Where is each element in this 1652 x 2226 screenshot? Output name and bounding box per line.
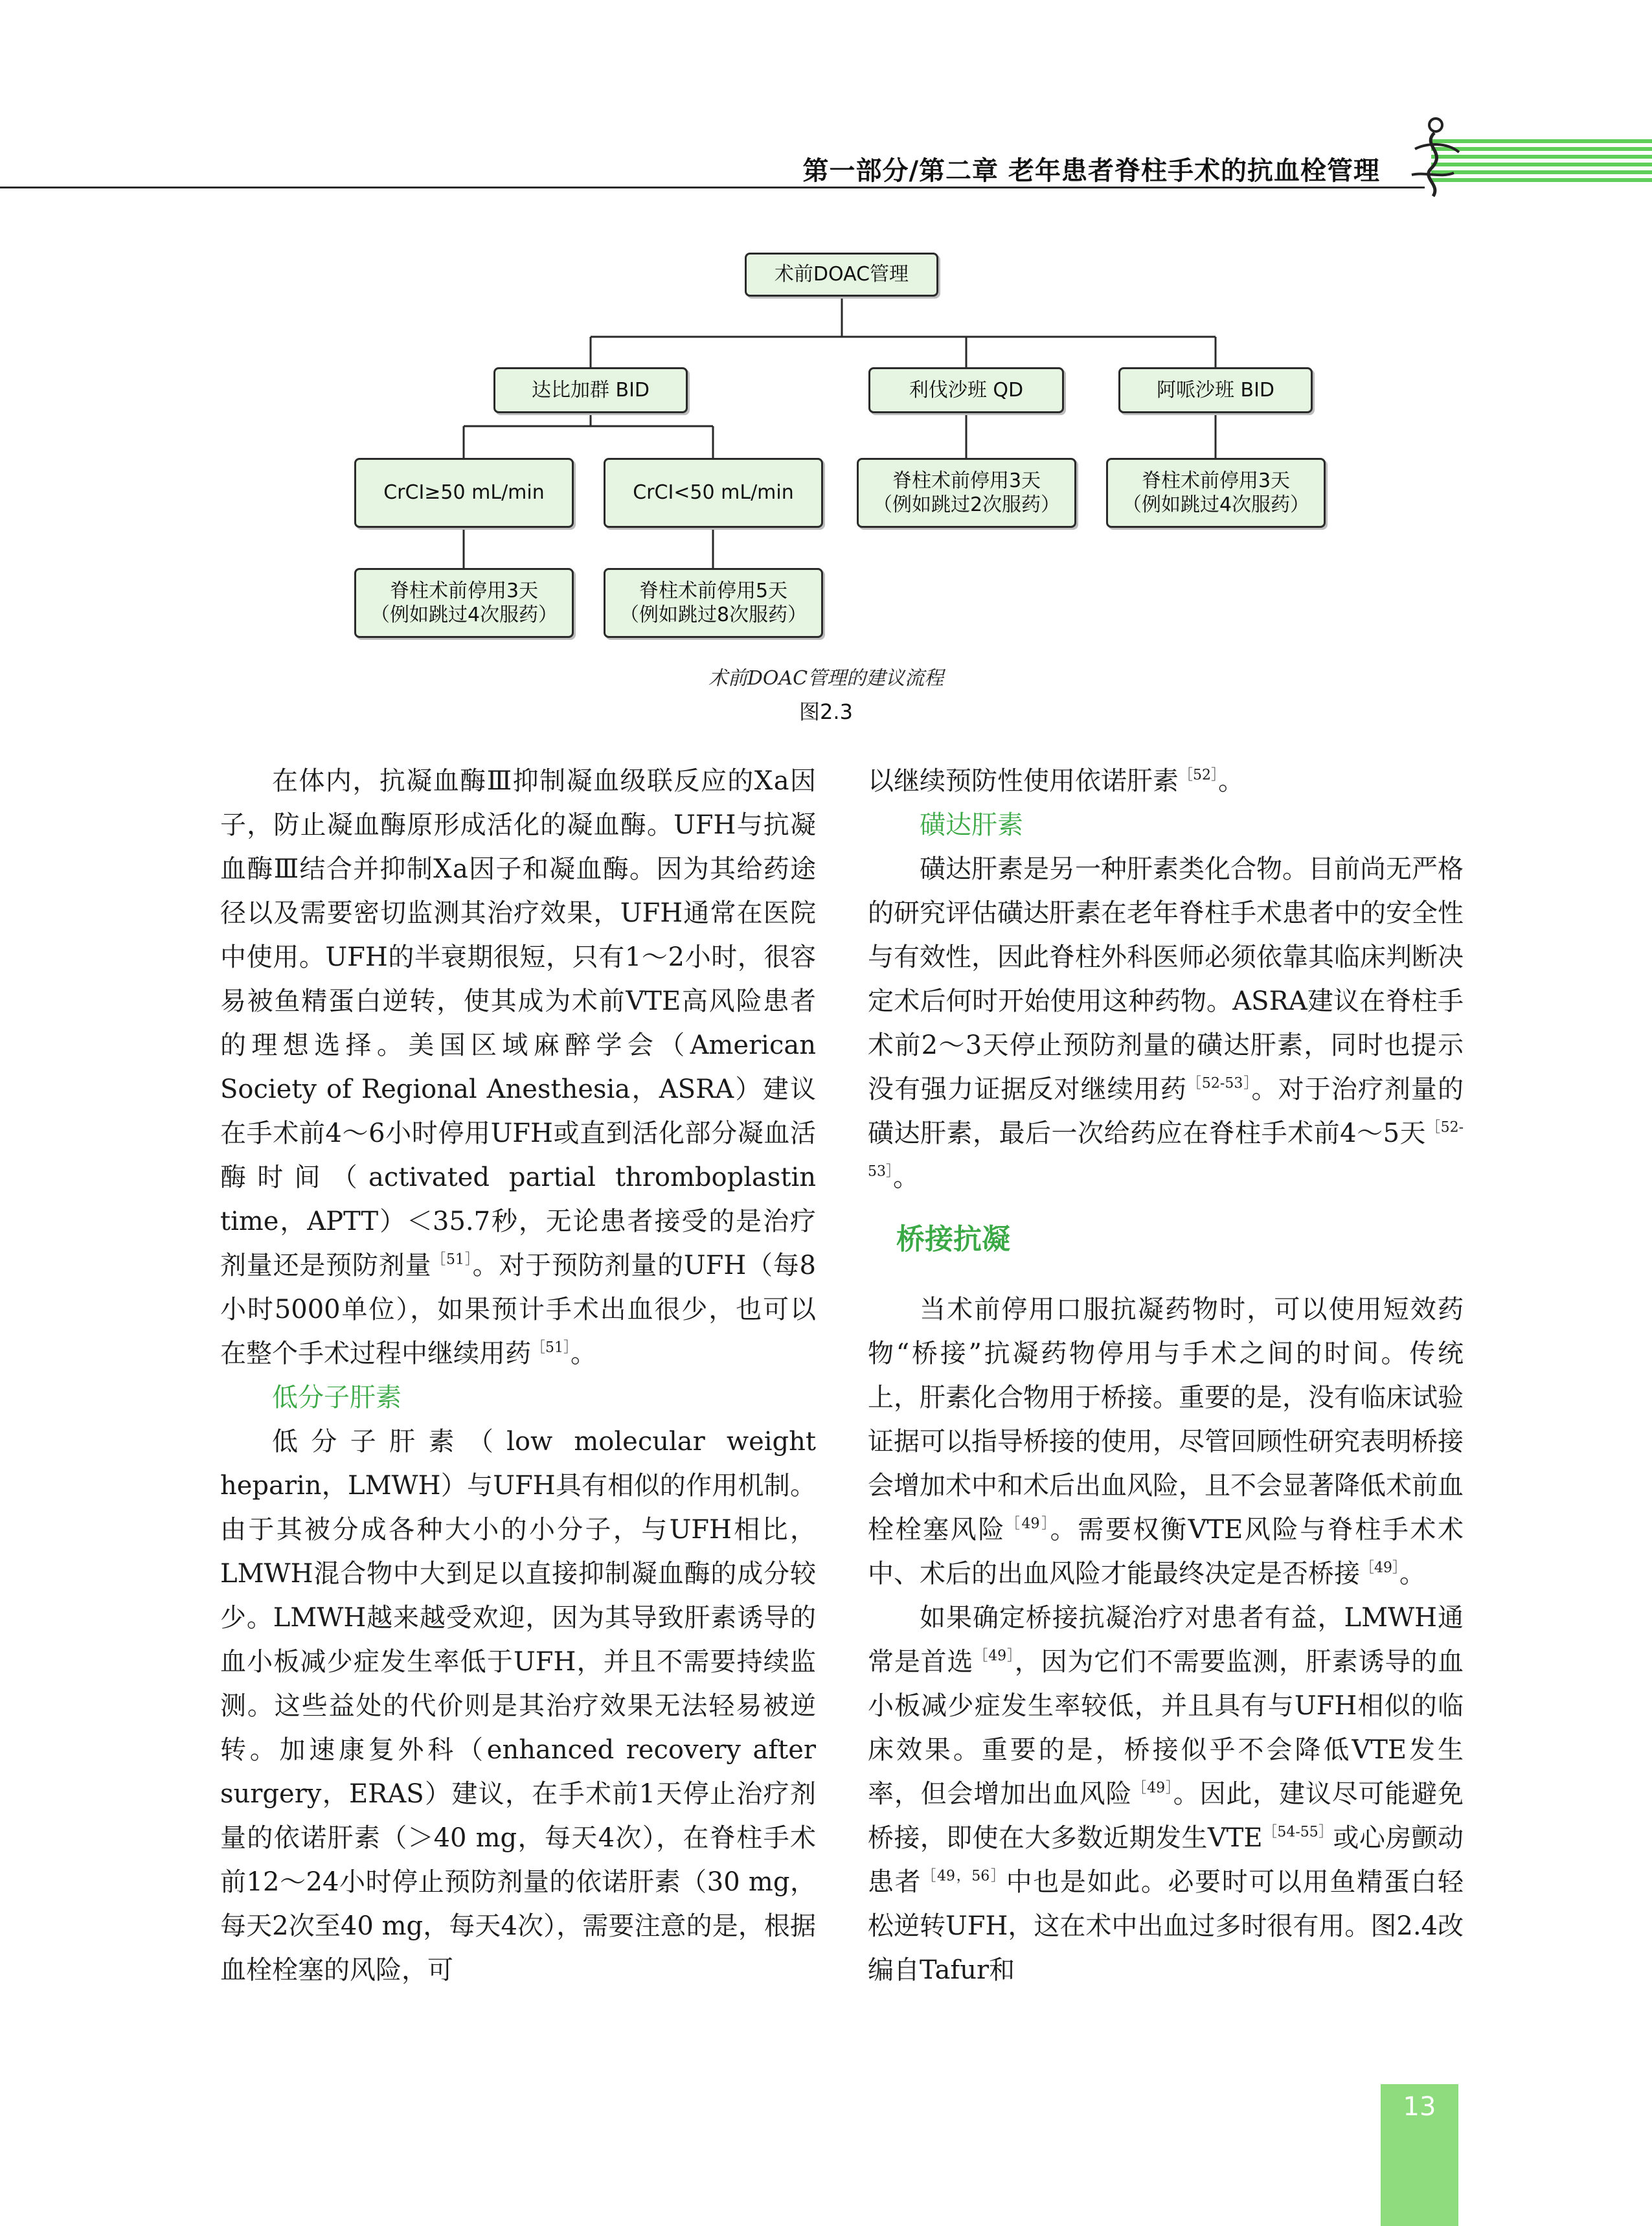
right-column	[868, 759, 1464, 1992]
paragraph-bridging-2: 如果确定桥接抗凝治疗对患者有益，LMWH通常是首选$^{[49]}$，因为它们不需要监测，肝素诱导的血小板减少症发生率较低，并且具有与UFH相似的临床效果。重要的是，桥接似乎不会降低VTE发生率，但会增加出血风险$^{[49]}$。因此，建议尽可能避免桥接，即使在大多数近期发生$VTE^{[54-55]}$或心房颤动患者$^{[49,56]}$中也是如此。必要时可以用鱼精蛋白轻松逆转UFH，这在术中出血过多时很有用。图2.4改编自Tafur和	[868, 1603, 1464, 1985]
flow-rivaroxaban-stop-label: 脊柱术前停用3天 （例如跳过2次服药）	[872, 469, 1061, 516]
flow-rivaroxaban-stop-box	[857, 458, 1076, 528]
paragraph-ufh: 在体内，抗凝血酶Ⅲ抑制凝血级联反应的Ⅹa因子，防止凝血酶原形成活化的凝血酶。UFH与抗凝血酶Ⅲ结合并抑制Ⅹa因子和凝血酶。因为其给药途径以及需要密切监测其治疗效果，UFH通常在医院中使用。UFH的半衰期很短，只有1～2小时，很容易被鱼精蛋白逆转，使其成为术前VTE高风险患者的理想选择。美国区域麻醉学会（American Society of Regional Anesthesia，ASRA）建议在手术前4～6小时停用UFH或直到活化部分凝血活酶时间（activated partial thromboplastin time，APTT）＜35.7秒，无论患者接受的是治疗剂量还是预防剂量$^{[51]}$。对于预防剂量的UFH（每8小时5000单位），如果预计手术出血很少，也可以在整个手术过程中继续用药$^{[51]}$。	[220, 766, 817, 1369]
flow-dabigatran-box	[493, 367, 688, 413]
flow-dabigatran-label: 达比加群 BID	[531, 378, 650, 402]
flowchart-connectors	[0, 0, 1652, 648]
citation: ［49］	[1132, 1780, 1173, 1797]
flow-crcl-high-box	[354, 458, 574, 528]
flow-dabigatran-low-stop-box	[604, 568, 823, 638]
flow-dabigatran-high-stop-label: 脊柱术前停用3天 （例如跳过4次服药）	[370, 579, 558, 626]
page-number-tab	[1381, 2084, 1458, 2226]
running-header: 第一部分/第二章 老年患者脊柱手术的抗血栓管理	[802, 156, 1380, 186]
citation: ［49］	[1005, 1516, 1050, 1532]
paragraph-continuation: 以继续预防性使用依诺肝素$^{[52]}$。	[868, 766, 1244, 796]
flow-crcl-high-label: CrCI≥50 mL/min	[383, 481, 545, 505]
flow-dabigatran-low-stop-label: 脊柱术前停用5天 （例如跳过8次服药）	[619, 579, 808, 626]
left-column	[220, 759, 816, 1992]
citation: ［54-55］	[1262, 1824, 1333, 1841]
citation: ［49］	[1360, 1560, 1399, 1576]
flow-apixaban-stop-box	[1106, 458, 1326, 528]
flow-apixaban-stop-label: 脊柱术前停用3天 （例如跳过4次服药）	[1122, 469, 1310, 516]
citation: ［52］	[1179, 767, 1218, 784]
flow-dabigatran-high-stop-box	[354, 568, 574, 638]
citation: ［51］	[531, 1339, 571, 1356]
flow-root-label: 术前DOAC管理	[774, 263, 909, 286]
paragraph-fondaparinux: 磺达肝素是另一种肝素类化合物。目前尚无严格的研究评估磺达肝素在老年脊柱手术患者中的安全性与有效性，因此脊柱外科医师必须依靠其临床判断决定术后何时开始使用这种药物。ASRA建议在脊柱手术前2～3天停止预防剂量的磺达肝素，同时也提示没有强力证据反对继续用药$^{[52-53]}$。对于治疗剂量的磺达肝素，最后一次给药应在脊柱手术前4～5天$^{[52-53]}$。	[868, 854, 1464, 1192]
figure-label: 图2.3	[799, 699, 853, 724]
flow-apixaban-label: 阿哌沙班 BID	[1156, 378, 1275, 402]
flow-rivaroxaban-box	[868, 367, 1064, 413]
paragraph-lmwh: 低分子肝素（low molecular weight heparin，LMWH）与UFH具有相似的作用机制。由于其被分成各种大小的小分子，与UFH相比，LMWH混合物中大到足以直接抑制凝血酶的成分较少。LMWH越来越受欢迎，因为其导致肝素诱导的血小板减少症发生率低于UFH，并且不需要持续监测。这些益处的代价则是其治疗效果无法轻易被逆转。加速康复外科（enhanced recovery after surgery，ERAS）建议，在手术前1天停止治疗剂量的依诺肝素（＞40 mg，每天4次），在脊柱手术前12～24小时停止预防剂量的依诺肝素（30 mg，每天2次至40 mg，每天4次），需要注意的是，根据血栓栓塞的风险，可	[220, 1427, 816, 1985]
citation: ［51］	[431, 1251, 473, 1268]
flow-crcl-low-box	[604, 458, 823, 528]
section-heading-bridging: 桥接抗凝	[896, 1223, 1010, 1256]
citation: ［49，56］	[922, 1868, 1006, 1885]
section-heading-fondaparinux: 磺达肝素	[920, 810, 1023, 840]
figure-caption: 术前DOAC管理的建议流程	[708, 667, 944, 690]
flow-root-box	[745, 253, 938, 297]
citation: ［52-53］	[1186, 1075, 1252, 1092]
citation: ［49］	[973, 1648, 1015, 1664]
paragraph-bridging-1: 当术前停用口服抗凝药物时，可以使用短效药物“桥接”抗凝药物停用与手术之间的时间。传统上，肝素化合物用于桥接。重要的是，没有临床试验证据可以指导桥接的使用，尽管回顾性研究表明桥接会增加术中和术后出血风险，且不会显著降低术前血栓栓塞风险$^{[49]}$。需要权衡VTE风险与脊柱手术术中、术后的出血风险才能最终决定是否桥接$^{[49]}$。	[868, 1295, 1464, 1589]
flow-crcl-low-label: CrCI<50 mL/min	[633, 481, 794, 505]
citation: ［52-53］	[868, 1119, 1464, 1180]
flow-rivaroxaban-label: 利伐沙班 QD	[909, 378, 1024, 402]
page-number: 13	[1403, 2092, 1436, 2122]
flow-apixaban-box	[1118, 367, 1313, 413]
section-heading-lmwh: 低分子肝素	[272, 1383, 402, 1413]
